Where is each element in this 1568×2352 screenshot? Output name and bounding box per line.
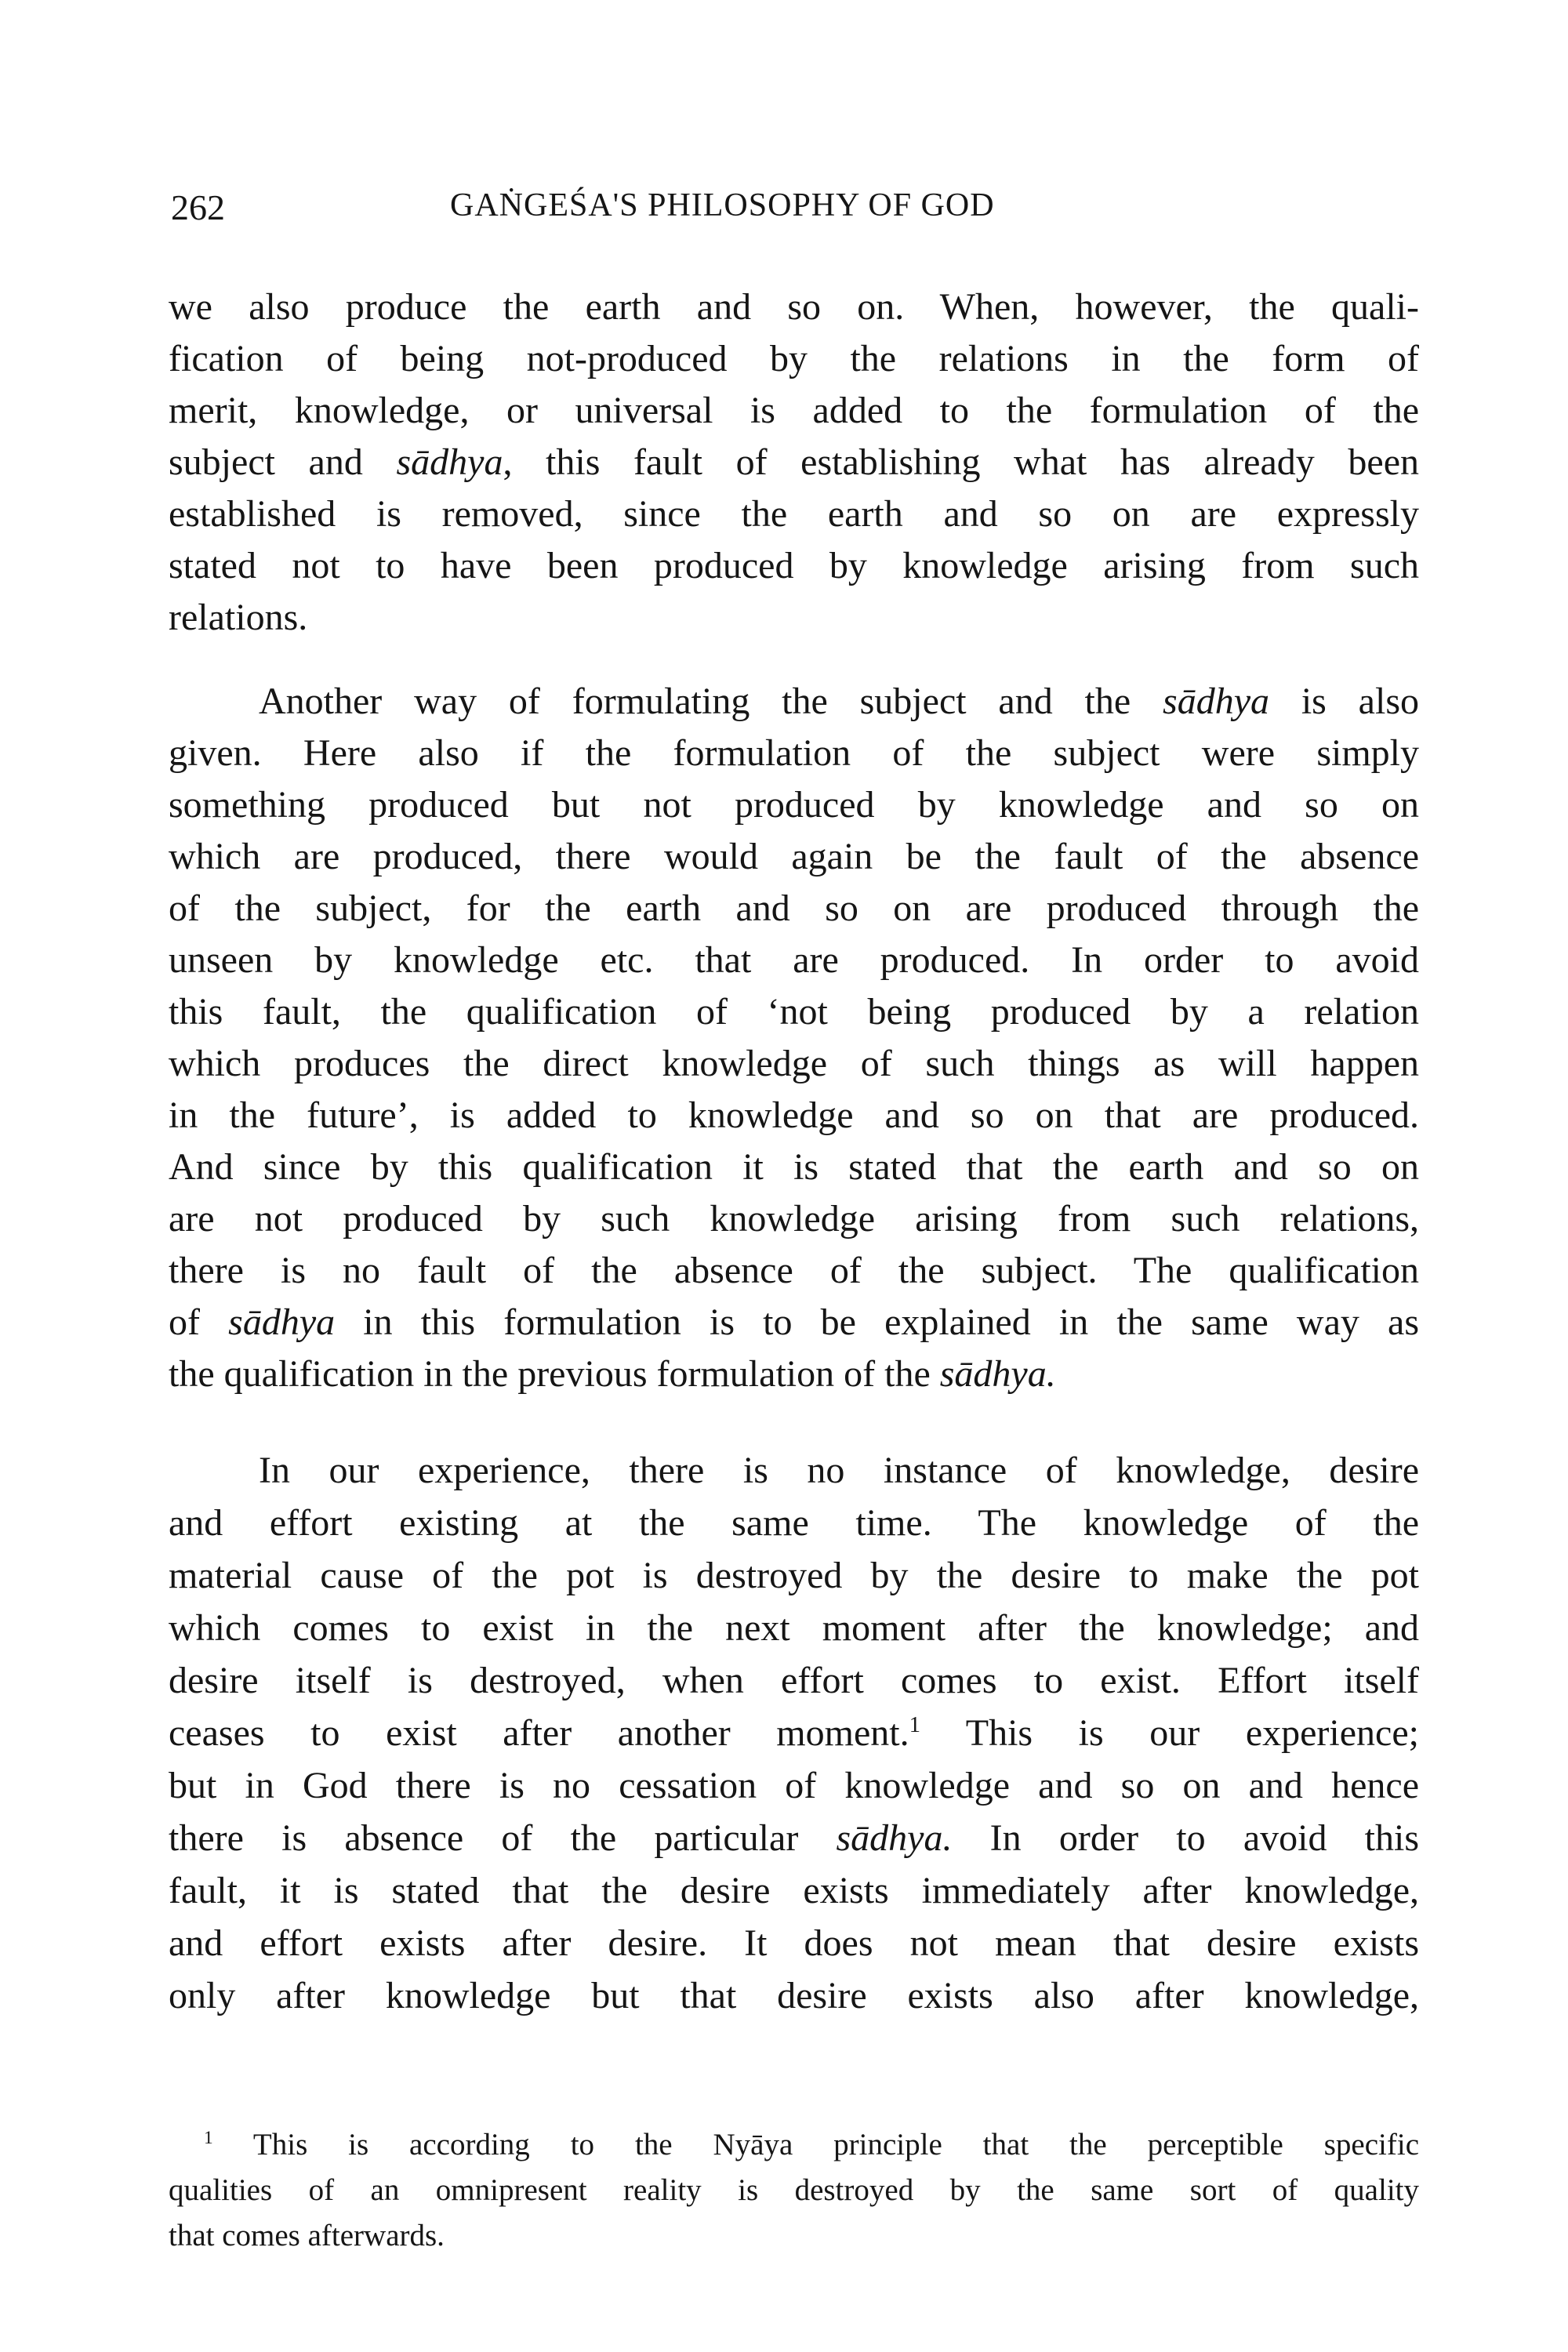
text-segment: and effort exists after desire. It does not mean that desire exists [169,1922,1419,1964]
footnote-line [169,2168,1419,2213]
text-segment: stated not to have been produced by knowledge arising from such [169,545,1419,586]
text-line [169,488,1419,540]
italic-term: sādhya. [836,1817,953,1859]
text-segment: which are produced, there would again be the fault of the absence [169,836,1419,877]
text-segment: fault, it is stated that the desire exists immediately after knowledge, [169,1870,1419,1911]
paragraph-1 [169,281,1419,644]
text-segment: which produces the direct knowledge of such things as will happen [169,1043,1419,1084]
italic-term: sādhya [396,441,503,483]
text-segment: there is no fault of the absence of the subject. The qualification [169,1250,1419,1291]
running-head: GAṄGEŚA'S PHILOSOPHY OF GOD [450,187,995,223]
text-segment: this fault, the qualification of ‘not being produced by a relation [169,991,1419,1033]
page-number: 262 [171,187,225,227]
footnote-line [169,2213,1419,2259]
text-line [169,540,1419,592]
text-line [169,1864,1419,1917]
text-segment: relations. [169,597,308,638]
text-line [169,779,1419,831]
text-segment: material cause of the pot is destroyed by the desire to make the pot [169,1555,1419,1596]
text-segment: unseen by knowledge etc. that are produced. In order to avoid [169,939,1419,981]
text-segment: desire itself is destroyed, when effort comes to exist. Effort itself [169,1660,1419,1701]
text-segment: , this fault of establishing what has already been [503,441,1419,483]
text-segment: only after knowledge but that desire exists also after knowledge, [169,1975,1419,2016]
paragraph-3 [169,1444,1419,2022]
text-segment: in this formulation is to be explained in the same way as [335,1301,1420,1343]
text-segment: in the future’, is added to knowledge and so on that are produced. [169,1094,1419,1136]
text-segment: This is our experience; [920,1712,1419,1754]
text-line [169,1193,1419,1245]
text-segment: In our experience, there is no instance of knowledge, desire [259,1450,1419,1491]
text-line [169,1142,1419,1193]
text-line [169,831,1419,883]
paragraph-2 [169,676,1419,1400]
text-line [169,437,1419,488]
text-segment: of the subject, for the earth and so on are produced through the [169,887,1419,929]
text-line [169,1917,1419,1969]
text-line [169,333,1419,385]
text-segment: given. Here also if the formulation of the subject were simply [169,732,1419,774]
footnote-text: that comes afterwards. [169,2219,445,2252]
text-segment: but in God there is no cessation of knowledge and so on and hence [169,1765,1419,1806]
italic-term: sādhya. [939,1353,1056,1395]
italic-term: sādhya [228,1301,336,1343]
text-line [169,1654,1419,1707]
text-line [169,986,1419,1038]
text-line [169,935,1419,986]
text-line [169,1707,1419,1759]
text-line [169,1969,1419,2022]
text-line [169,1759,1419,1812]
text-line [169,1602,1419,1654]
text-line [169,1245,1419,1297]
footnote-marker: 1 [204,2128,213,2148]
text-segment: the qualification in the previous formulation of the [169,1353,940,1395]
text-segment: which comes to exist in the next moment after the knowledge; and [169,1607,1419,1649]
text-line [169,281,1419,333]
text-segment: fication of being not-produced by the relations in the form of [169,338,1419,379]
footnote-text: qualities of an omnipresent reality is destroyed by the same sort of quality [169,2173,1419,2207]
text-line [169,1444,1419,1497]
footnote-line [169,2122,1419,2168]
text-line [169,1090,1419,1142]
text-line [169,728,1419,779]
footnote [169,2122,1419,2259]
text-segment: there is absence of the particular [169,1817,837,1859]
italic-term: sādhya [1163,681,1270,722]
text-segment: we also produce the earth and so on. When, however, the quali- [169,286,1419,328]
footnote-reference: 1 [909,1712,921,1737]
text-segment: of [169,1301,229,1343]
text-segment: something produced but not produced by knowledge and so on [169,784,1419,826]
text-segment: ceases to exist after another moment. [169,1712,909,1754]
text-segment: In order to avoid this [952,1817,1419,1859]
text-segment: And since by this qualification it is stated that the earth and so on [169,1146,1419,1188]
text-line [169,592,1419,644]
text-segment: and effort existing at the same time. The knowledge of the [169,1502,1419,1544]
text-line [169,1497,1419,1549]
text-line [169,676,1419,728]
text-segment: is also [1269,681,1420,722]
text-line [169,1348,1419,1400]
text-line [169,883,1419,935]
text-segment: merit, knowledge, or universal is added to the formulation of the [169,390,1419,431]
text-segment: are not produced by such knowledge arising from such relations, [169,1198,1419,1240]
footnote-text: This is according to the Nyāya principle that the perceptible specific [252,2128,1420,2161]
text-segment: established is removed, since the earth and so on are expressly [169,493,1419,535]
text-segment: subject and [169,441,397,483]
text-line [169,1297,1419,1348]
text-segment: Another way of formulating the subject and the [259,681,1163,722]
text-line [169,385,1419,437]
text-line [169,1812,1419,1864]
text-line [169,1549,1419,1602]
text-line [169,1038,1419,1090]
